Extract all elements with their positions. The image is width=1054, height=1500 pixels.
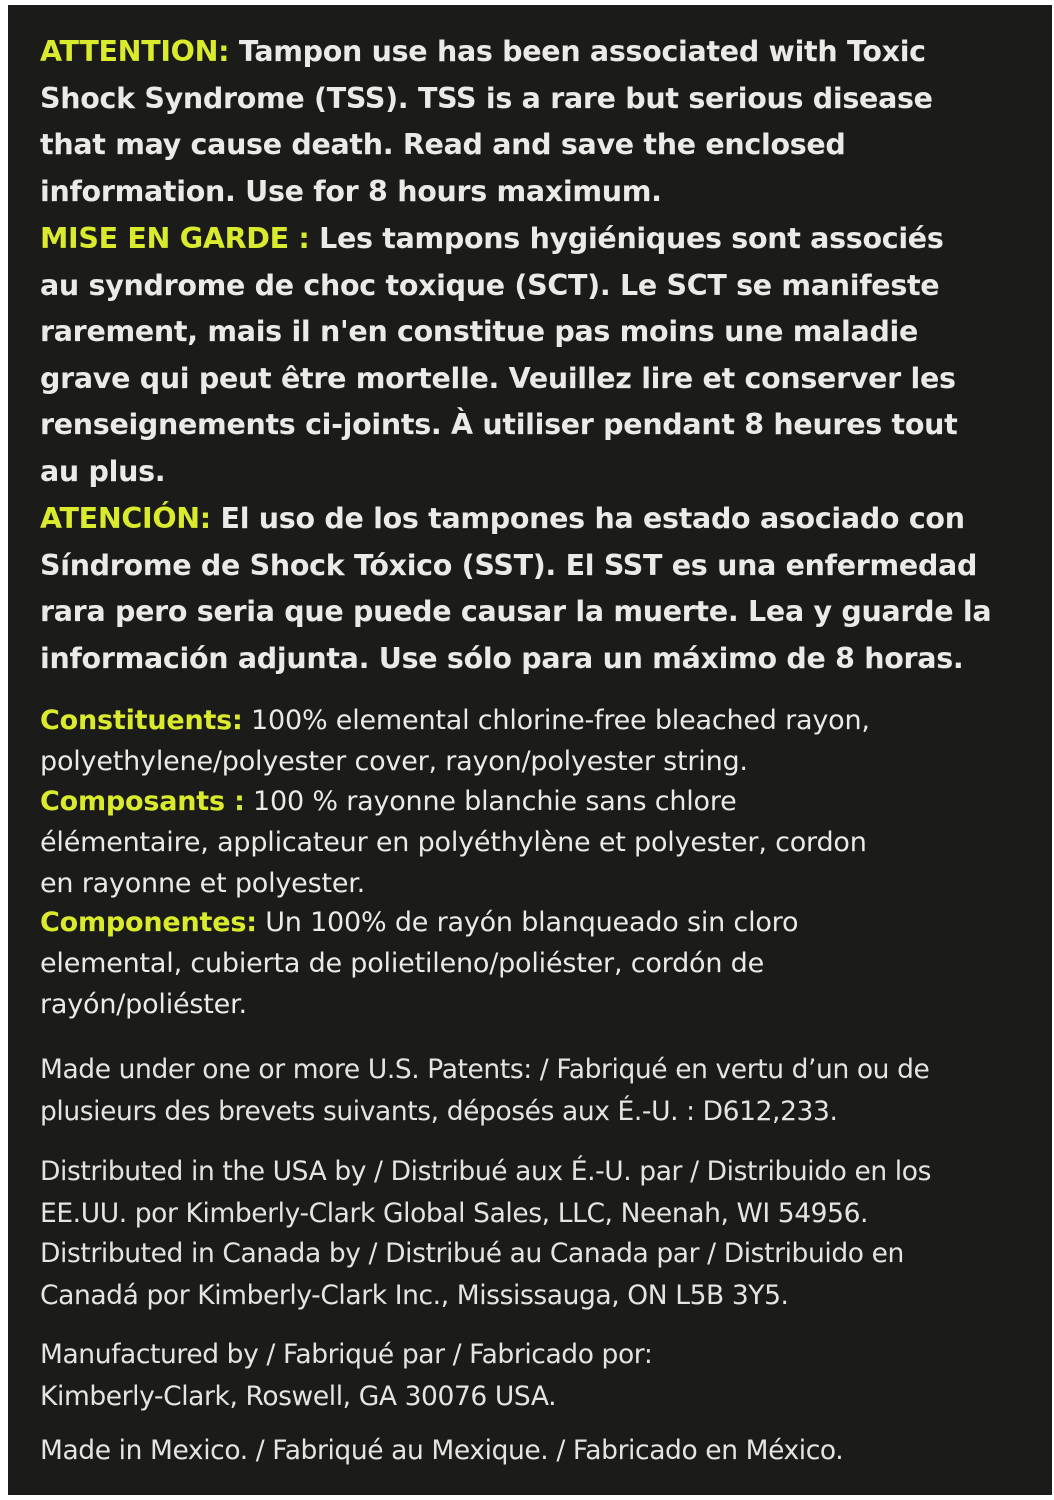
warning-text-french: Les tampons hygiéniques sont associés au syndrome de choc toxique (SCT). Le SCT se manifeste rarement, mais il n'en constitue pas moins une maladie grave qui peut être mortelle. Veuillez lire et conserver les renseignements ci-joints. À utiliser pendant 8 heures tout au plus. (40, 222, 958, 488)
components-text-french: 100 % rayonne blanchie sans chlore élémentaire, applicateur en polyéthylène et polyester, cordon en rayonne et polyester. (40, 786, 867, 899)
components-text-spanish: Un 100% de rayón blanqueado sin cloro elemental, cubierta de polietileno/poliéster, cordón de rayón/poliéster. (40, 907, 799, 1020)
manufacturer-info: Manufactured by / Fabriqué par / Fabricado por: Kimberly-Clark, Roswell, GA 30076 USA. (40, 1339, 653, 1412)
warning-label-french: MISE EN GARDE : (40, 222, 310, 255)
components-spanish (40, 903, 798, 1025)
warning-text-english: Tampon use has been associated with Toxic Shock Syndrome (TSS). TSS is a rare but serious disease that may cause death. Read and save the enclosed information. Use for 8 hours maximum. (40, 35, 933, 208)
components-french (40, 782, 867, 904)
warning-label-spanish: ATENCIÓN: (40, 502, 211, 535)
distributor-usa: Distributed in the USA by / Distribué aux É.-U. par / Distribuido en los EE.UU. por Kimberly-Clark Global Sales, LLC, Neenah, WI 54956. (40, 1156, 931, 1229)
patent-notice: Made under one or more U.S. Patents: / Fabriqué en vertu d’un ou de plusieurs des brevets suivants, déposés aux É.-U. : D612,233. (40, 1054, 930, 1127)
distributor-canada: Distributed in Canada by / Distribué au Canada par / Distribuido en Canadá por Kimberly-Clark Inc., Mississauga, ON L5B 3Y5. (40, 1238, 904, 1311)
tss-warning-spanish (40, 496, 991, 682)
warning-label-english: ATTENTION: (40, 35, 230, 68)
image-left-border (0, 5, 8, 1495)
tss-warning-english (40, 29, 933, 215)
tss-warning-french (40, 216, 957, 496)
components-label-french: Composants : (40, 786, 245, 817)
warning-text-spanish: El uso de los tampones ha estado asociado con Síndrome de Shock Tóxico (SST). El SST es una enfermedad rara pero seria que puede causar la muerte. Lea y guarde la información adjunta. Use sólo para un máximo de 8 horas. (40, 502, 992, 675)
components-label-english: Constituents: (40, 705, 243, 736)
components-text-english: 100% elemental chlorine-free bleached rayon, polyethylene/polyester cover, rayon/polyester string. (40, 705, 870, 777)
components-label-spanish: Componentes: (40, 907, 257, 938)
country-of-origin: Made in Mexico. / Fabriqué au Mexique. / Fabricado en México. (40, 1435, 844, 1466)
components-english (40, 701, 870, 783)
